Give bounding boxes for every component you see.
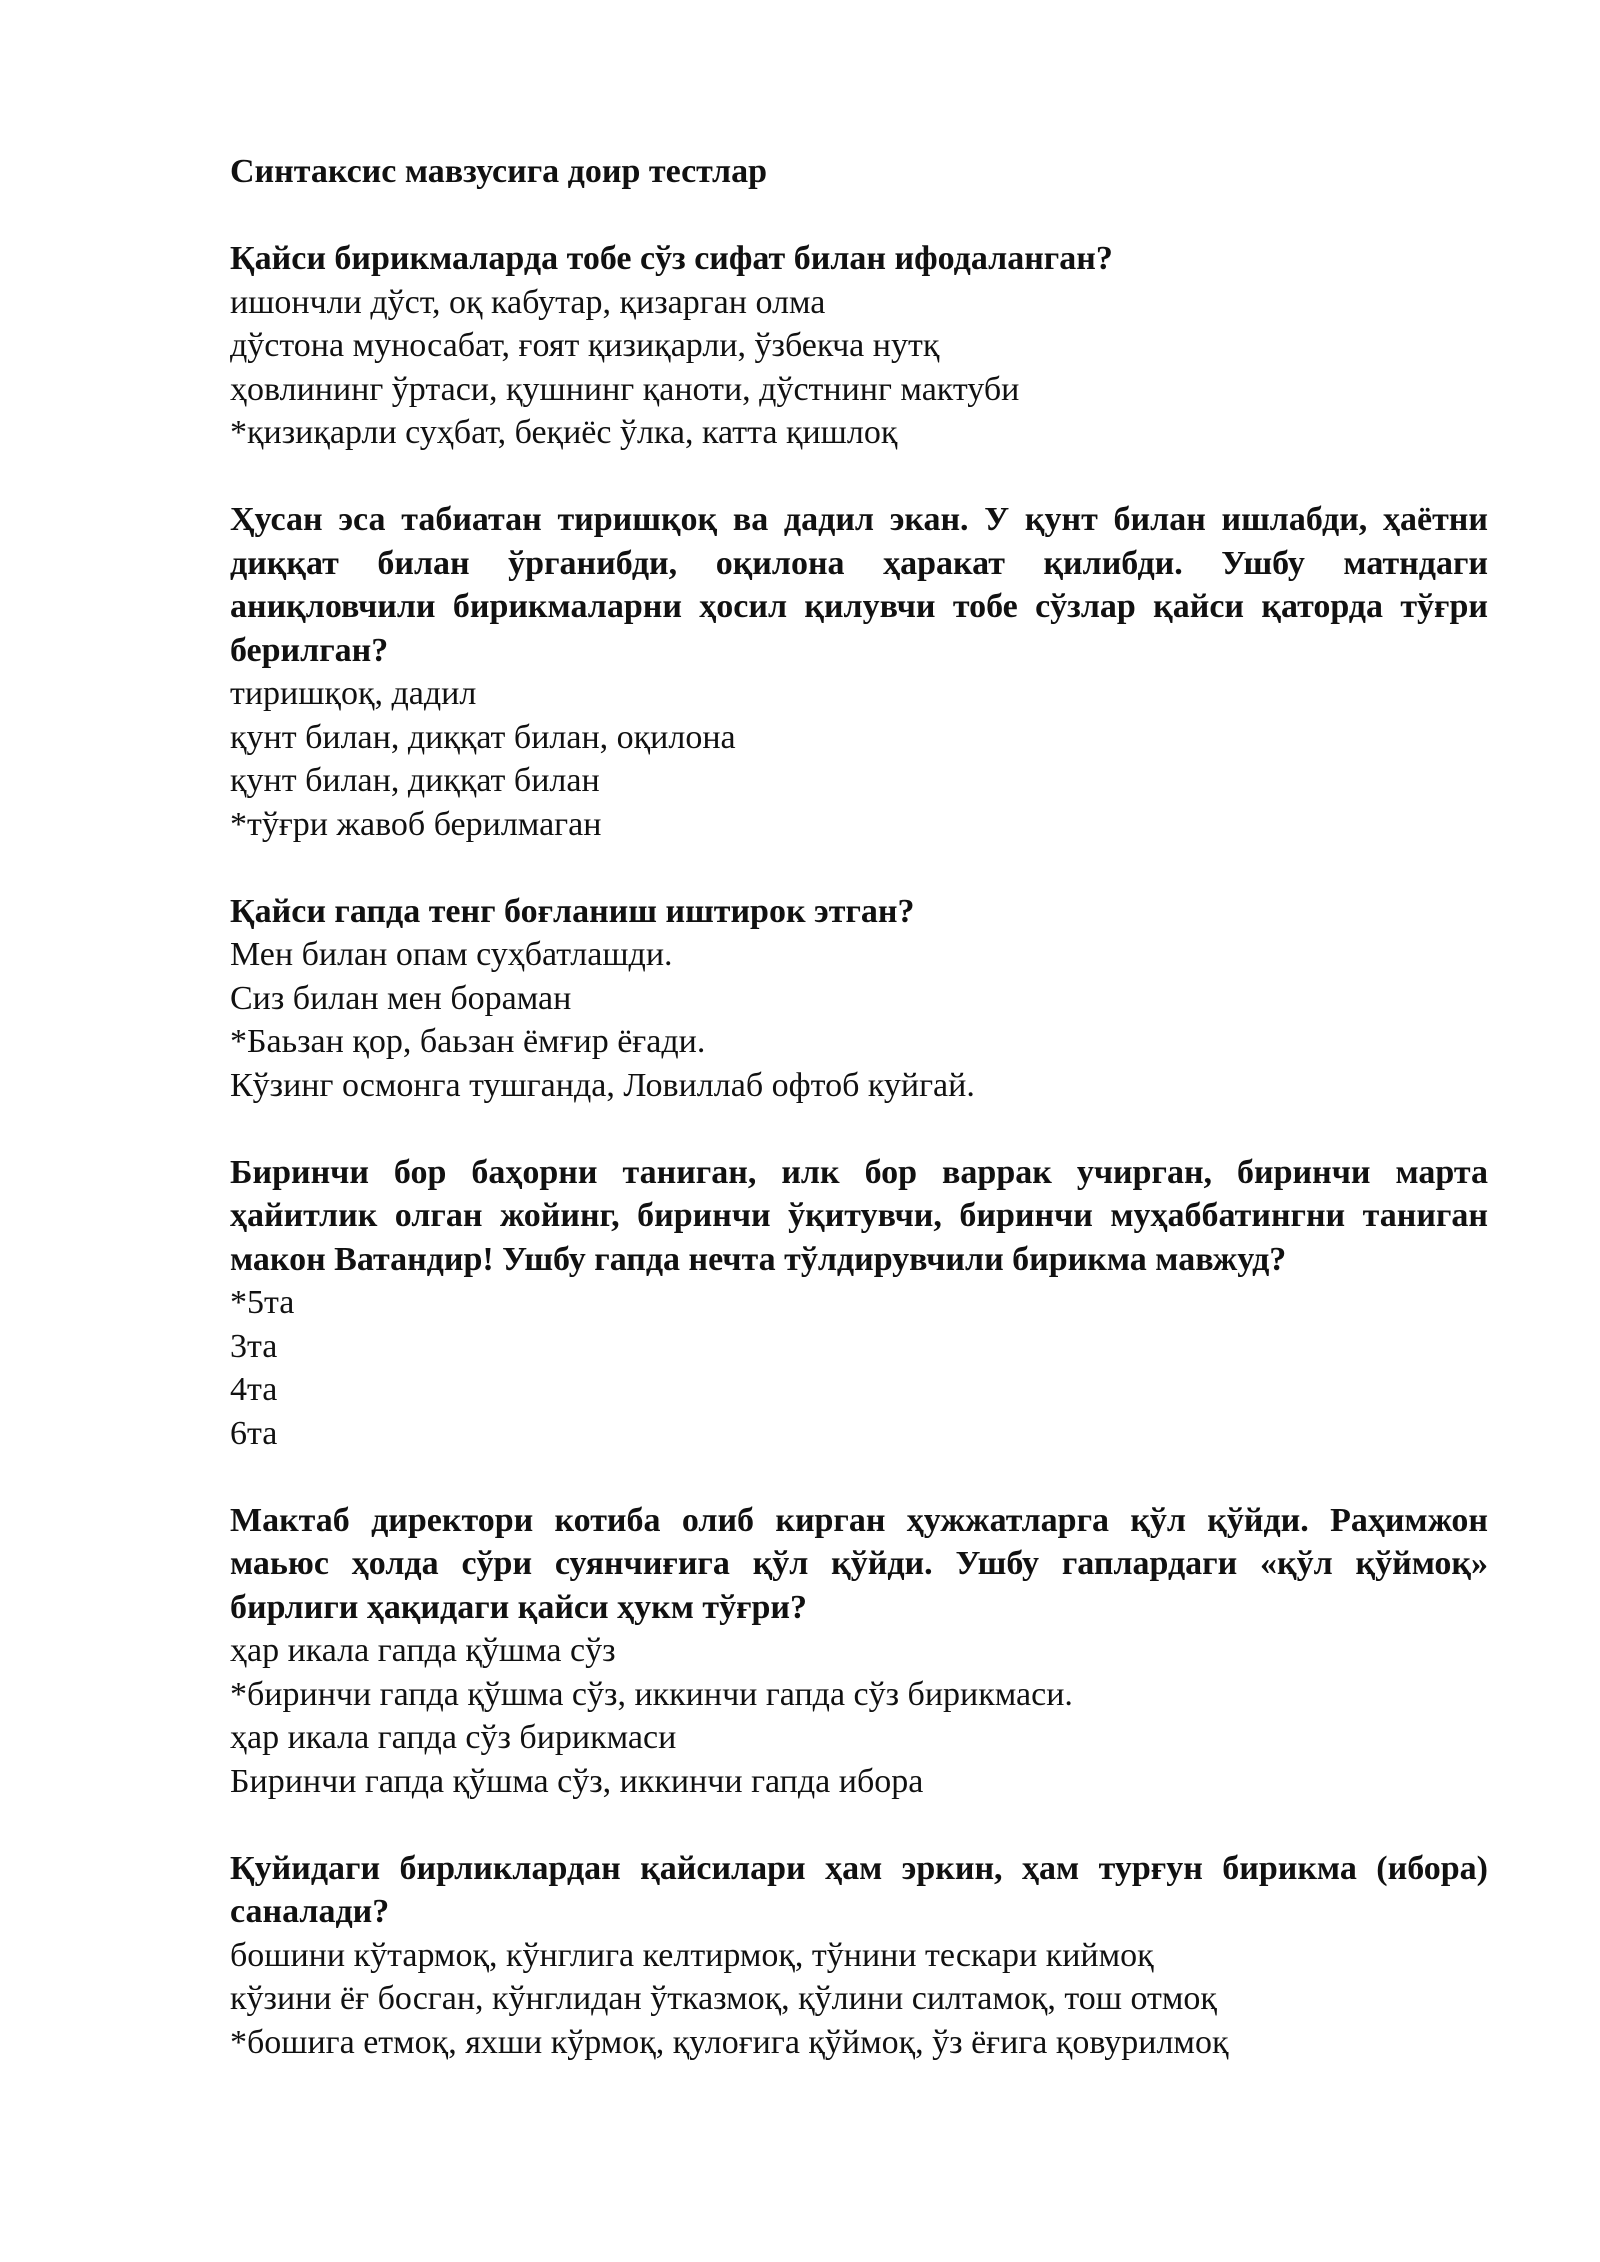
answer-option-correct: *5та [230,1284,295,1321]
answer-list [230,1629,1488,1803]
answer-option-correct: *биринчи гапда қўшма сўз, иккинчи гапда сўз бирикмаси. [230,1675,1073,1713]
question-text: Қайси гапда тенг боғланиш иштирок этган? [230,892,915,930]
answer-option: Мен билан опам суҳбатлашди. [230,936,673,973]
question-text: Ҳусан эса табиатан тиришқоқ ва дадил экан. У қунт билан ишлабди, ҳаётни диққат билан ўрганибди, оқилона ҳаракат қилибди. Ушбу матндаги аниқловчили бирикмаларни ҳосил қилувчи тобе сўзлар қайси қаторда тўғри берилган? [230,501,1488,669]
question-block-5 [230,1499,1488,1804]
answer-option-correct: *бошига етмоқ, яхши кўрмоқ, қулоғига қўймоқ, ўз ёғига қовурилмоқ [230,2023,1229,2061]
answer-list [230,933,1488,1107]
answer-option: 4та [230,1371,278,1408]
document-page [230,150,1488,2108]
answer-option: кўзини ёғ босган, кўнглидан ўтказмоқ, қўлини силтамоқ, тош отмоқ [230,1980,1217,2017]
answer-option: Сиз билан мен бораман [230,979,572,1017]
answer-option: ишончли дўст, оқ кабутар, қизарган олма [230,283,826,321]
question-block-3 [230,890,1488,1108]
answer-option: қунт билан, диққат билан, оқилона [230,718,736,756]
answer-option-correct: *тўғри жавоб берилмаган [230,805,602,843]
answer-option: бошини кўтармоқ, кўнглига келтирмоқ, тўнини тескари киймоқ [230,1936,1154,1974]
question-text: Биринчи бор баҳорни таниган, илк бор варрак учирган, биринчи марта ҳайитлик олган жойинг, биринчи ўқитувчи, биринчи муҳаббатингни таниган макон Ватандир! Ушбу гапда нечта тўлдирувчили бирикма мавжуд? [230,1153,1488,1278]
answer-list [230,672,1488,846]
answer-option: 6та [230,1414,278,1452]
question-block-4 [230,1151,1488,1456]
document-title: Синтаксис мавзусига доир тестлар [230,153,768,190]
answer-option-correct: *қизиқарли суҳбат, беқиёс ўлка, катта қишлоқ [230,414,898,451]
answer-list [230,281,1488,455]
answer-list [230,1281,1488,1455]
question-text: Қайси бирикмаларда тобе сўз сифат билан ифодаланган? [230,240,1113,277]
question-block-1 [230,237,1488,455]
question-block-2 [230,498,1488,846]
question-text: Қуйидаги бирликлардан қайсилари ҳам эркин, ҳам турғун бирикма (ибора) саналади? [230,1849,1488,1930]
answer-option-correct: *Баьзан қор, баьзан ёмғир ёғади. [230,1023,706,1060]
answer-option: Кўзинг осмонга тушганда, Ловиллаб офтоб куйгай. [230,1066,975,1104]
answer-option: ҳовлининг ўртаси, қушнинг қаноти, дўстнинг мактуби [230,370,1020,408]
question-block-6 [230,1847,1488,2065]
question-text: Мактаб директори котиба олиб кирган ҳужжатларга қўл қўйди. Раҳимжон маьюс ҳолда сўри суянчиғига қўл қўйди. Ушбу гаплардаги «қўл қўймоқ» бирлиги ҳақидаги қайси ҳукм тўғри? [230,1501,1488,1626]
answer-list [230,1934,1488,2065]
answer-option: дўстона муносабат, ғоят қизиқарли, ўзбекча нутқ [230,327,940,364]
answer-option: 3та [230,1327,278,1365]
answer-option: қунт билан, диққат билан [230,762,600,799]
answer-option: Биринчи гапда қўшма сўз, иккинчи гапда ибора [230,1762,924,1800]
answer-option: тиришқоқ, дадил [230,675,477,712]
answer-option: ҳар икала гапда сўз бирикмаси [230,1719,677,1756]
answer-option: ҳар икала гапда қўшма сўз [230,1632,616,1669]
